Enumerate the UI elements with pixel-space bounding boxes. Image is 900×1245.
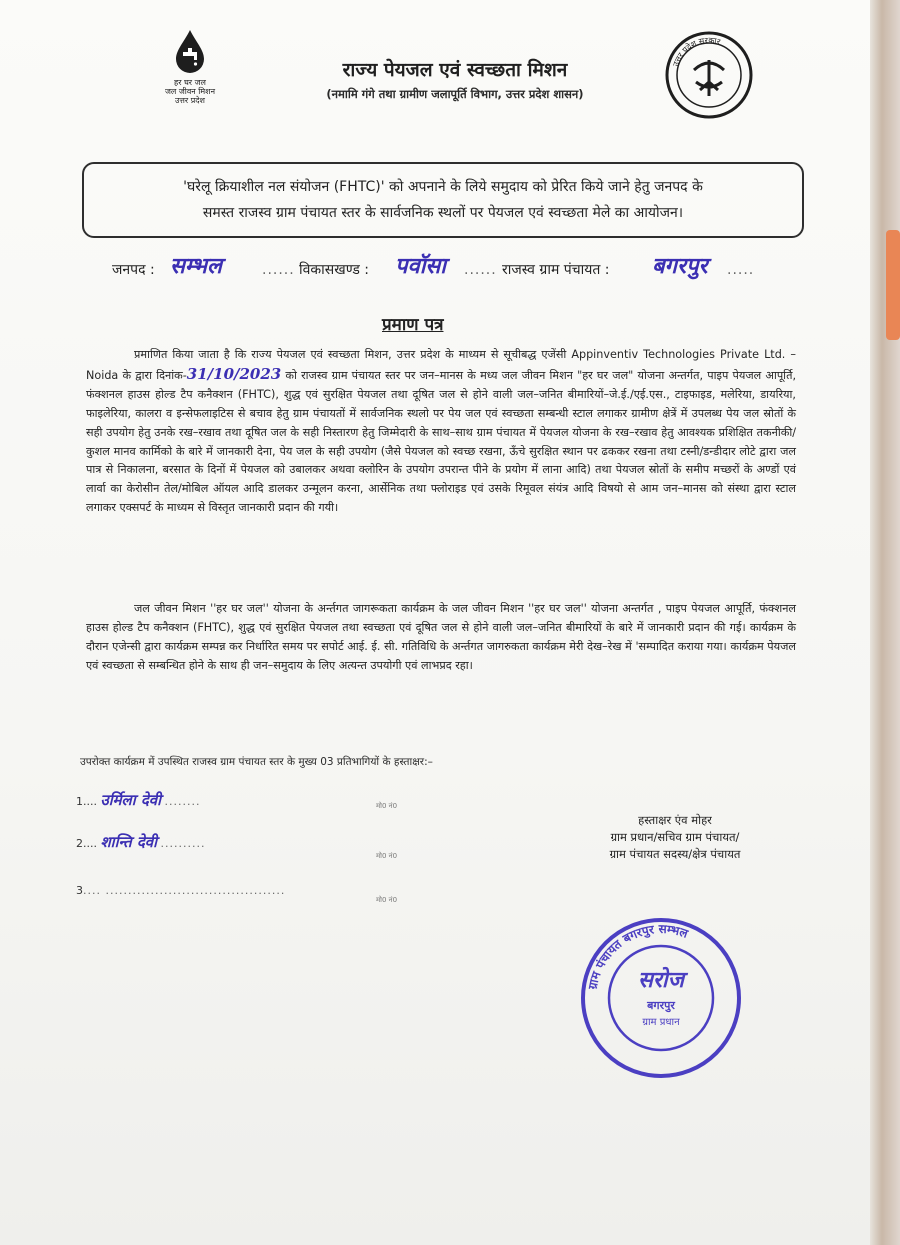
up-government-seal [664,30,754,120]
panchayat-value: बगरपुर [652,253,708,279]
sign-block-line-1: हस्ताक्षर एंव मोहर [638,813,712,827]
certificate-heading: प्रमाण पत्र [382,315,444,335]
seal-text: उत्तर प्रदेश सरकार [671,35,722,68]
mobile-note-2: मो0 नं0 [376,852,398,860]
district-value: सम्भल [170,253,222,279]
event-date: 31/10/2023 [186,364,282,383]
participant-signature-1: 1.... उर्मिला देवी ........ [76,791,201,809]
har-ghar-jal-logo [150,28,230,105]
banner-line-1: 'घरेलू क्रियाशील नल संयोजन (FHTC)' को अपनाने के लिये समुदाय को प्रेरित किये जाने हेतु जनपद के [183,179,703,195]
water-drop-tap-icon [172,28,208,74]
stamp-inner-line-2: ग्राम प्रधान [642,1017,680,1028]
mobile-note-1: मो0 नं0 [376,802,398,810]
block-label: विकासखण्ड : [299,262,370,278]
official-sign-block [580,812,770,863]
district-label: जनपद : [112,262,155,278]
location-fields: जनपद : सम्भल ...... विकासखण्ड : पवॉसा ...... राजस्व ग्राम पंचायत : बगरपुर ..... [112,250,832,290]
background-edge [870,0,900,1245]
sign-block-line-2: ग्राम प्रधान/सचिव ग्राम पंचायत/ [610,830,740,844]
block-value: पवॉसा [395,253,446,279]
gram-pradhan-stamp [578,915,744,1081]
certificate-paragraph-2 [86,600,796,676]
paragraph-1-start: प्रमाणित किया जाता है कि राज्य पेयजल एवं स्वच्छता मिशन, उत्तर प्रदेश के माध्यम से सूचीबद्ध एजेंसी Appinventiv Technologies Private Ltd. – Noida के द्वारा दिनांक- [86,348,796,382]
stamp-ring-text: ग्राम पंचायत बगरपुर सम्भल [585,921,690,991]
panchayat-label: राजस्व ग्राम पंचायत : [502,262,610,278]
stamp-name: सरोज [638,967,684,993]
participant-2-sign: शान्ति देवी [100,833,158,851]
signature-caption: उपरोक्त कार्यक्रम में उपस्थित राजस्व ग्राम पंचायत स्तर के मुख्य 03 प्रतिभागियों के हस्ताक्षर:– [80,756,433,768]
certificate-paragraph-1 [86,346,796,518]
paragraph-1-rest: को राजस्व ग्राम पंचायत स्तर पर जन–मानस के मध्य जल जीवन मिशन "हर घर जल" योजना अन्तर्गत, पाइप पेयजल आपूर्ति, फंक्शनल हाउस होल्ड टैप कनैक्शन (FHTC), शुद्ध एवं सुरक्षित पेयजल तथा दूषित जल से होने वाली जल–जनित बीमारियों–जे.ई./एई.एस., टाइफाइड, मलेरिया, डायरिया, फाइलेरिया, कालरा व इन्सेफलाइटिस से बचाव हेतु ग्राम पंचायतों में सार्वजनिक स्थलो पर पेय जल एवं स्वच्छता सम्बन्धी स्टाल लगाकर ग्रामीण क्षेत्रें में उपलब्ध पेय जल स्रोतों के सही उपयोग हेतु उनके रख–रखाव तथा दूषित जल के सही निस्तारण हेतु जिम्मेदारी के साथ–साथ ग्राम पंचायत में पेयजल योजना के रख–रखाव हेतु आवश्यक प्रशिक्षित तकनीकी/कुशल मानव कार्मिको के बारे में जानकारी देना, पेय जल के सही उपयोग (जैसे पेयजल को स्वच्छ रखना, ऊँचे सुरक्षित स्थान पर ढककर रखना तथा टस्नी/डन्डीदार लोटे द्वारा जल पात्र से निकालना, बरसात के दिनों में पेयजल को उबालकर अथवा क्लोरिन के उपयोग उपरान्त पीने के प्रयोग में लाना आदि) तथा पेयजल स्रोतों के समीप मच्छरों के अण्डों एवं लार्वा का केरोसीन तेल/मोबिल ऑयल आदि डालकर उन्मूलन करना, आर्सेनिक तथा फ्लोराइड एवं उसके रिमूवल संयंत्र आदि विषयो से आम जन–मानस को संस्था द्वारा स्टाल लगाकर एक्सपर्ट के माध्यम से विस्तृत जानकारी प्रदान की गयी। [86,368,797,515]
logo-line-2: जल जीवन मिशन [164,87,216,96]
participant-signature-2: 2.... शान्ति देवी .......... [76,833,206,851]
logo-line-3: उत्तर प्रदेश [175,96,205,105]
mobile-note-3: मो0 नं0 [376,896,398,904]
logo-line-1: हर घर जल [174,78,206,87]
stamp-inner-line-1: बगरपुर [647,999,675,1012]
banner-line-2: समस्त राजस्व ग्राम पंचायत स्तर के सार्वजनिक स्थलों पर पेयजल एवं स्वच्छता मेले का आयोजन। [202,205,684,221]
participant-1-sign: उर्मिला देवी [100,791,162,809]
event-banner [82,162,804,238]
paragraph-2-text: जल जीवन मिशन ''हर घर जल'' योजना के अर्न्तगत जागरूकता कार्यक्रम के जल जीवन मिशन ''हर घर जल'' योजना अन्तर्गत , पाइप पेयजल आपूर्ति, फंक्शनल हाउस होल्ड टैप कनैक्शन (FHTC), शुद्ध एवं सुरक्षित पेयजल तथा स्वच्छता एवं दूषित जल से होने वाली जल–जनित बीमारियों के बारे में जानकारी प्रदान की गई। कार्यक्रम के दौरान एजेन्सी द्वारा कार्यक्रम सम्पन्न कर निर्धारित समय पर सपोर्ट आई. ई. सी. गतिविधि के अर्न्तगत जागरुकता कार्यक्रम मेरी देख–रेख में 'सम्पादित कराया गया। कार्यक्रम पेयजल एवं स्वच्छता से सम्बन्धित होने के साथ ही जन–समुदाय के लिए अत्यन्त उपयोगी एवं लाभप्रद रहा। [86,602,796,672]
participant-signature-3: 3.... ........................................ [76,884,286,897]
sign-block-line-3: ग्राम पंचायत सदस्य/क्षेत्र पंचायत [609,847,741,861]
page-subtitle: (नमामि गंगे तथा ग्रामीण जलापूर्ति विभाग, उत्तर प्रदेश शासन) [326,87,584,101]
background-object [886,230,900,340]
page-title: राज्य पेयजल एवं स्वच्छता मिशन [342,59,568,81]
